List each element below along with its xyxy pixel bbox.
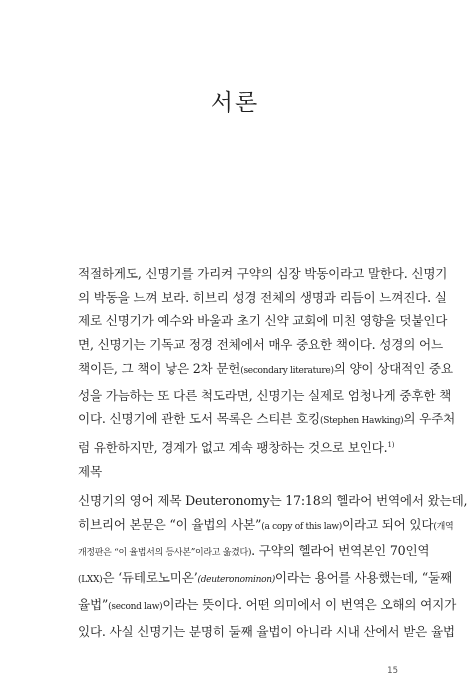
english-gloss: (deuteronominon) — [197, 575, 275, 586]
text-line: 적절하게도, 신명기를 가리켜 구약의 심장 박동이라고 말한다. 신명기 — [78, 266, 448, 281]
text-line: 의 박동을 느껴 보라. 히브리 성경 전체의 생명과 리듬이 느껴진다. 실 — [78, 289, 447, 305]
text-line: 있다. 사실 신명기는 분명히 둘째 율법이 아니라 시내 산에서 받은 율법 — [78, 623, 455, 639]
section-heading: 제목 — [78, 464, 103, 479]
text-line: 럼 유한하지만, 경계가 없고 계속 팽창하는 것으로 보인다.$^{1)}$ — [78, 439, 395, 455]
text-line: 신명기의 영어 제목 Deuteronomy는 17:18의 헬라어 번역에서 왔는데, — [78, 493, 468, 508]
parenthetical-note: 개정판은 “이 율법서의 등사본”이라고 옮겼다) — [78, 548, 252, 559]
text-line: 개정판은 “이 율법서의 등사본”이라고 옮겼다). 구약의 헬라어 번역본인 70인역 — [78, 543, 430, 559]
text-line: 이다. 신명기에 관한 도서 목록은 스티븐 호킹(Stephen Hawking)의 우주처 — [78, 411, 456, 427]
english-gloss: (LXX) — [78, 575, 103, 586]
text-line: 율법”(second law)이라는 뜻이다. 어떤 의미에서 이 번역은 오해의 여지가 — [78, 596, 457, 612]
page-number: 15 — [387, 666, 398, 676]
section-title-discussion — [78, 462, 468, 643]
text-line: 히브리어 본문은 “이 율법의 사본”(a copy of this law)이라고 되어 있다(개역 — [78, 516, 454, 532]
text-line: 면, 신명기는 기독교 정경 전체에서 매우 중요한 책이다. 성경의 어느 — [78, 337, 443, 353]
page-title: 서론 — [210, 90, 260, 116]
text-line: (LXX)은 ‘듀테로노미온’(deuteronominon)이라는 용어를 사용했는데, “둘째 — [78, 570, 452, 586]
english-gloss: (secondary literature) — [240, 365, 334, 376]
english-gloss: (second law) — [108, 601, 163, 612]
text-line: 성을 가늠하는 또 다른 척도라면, 신명기는 실제로 엄청나게 중후한 책 — [78, 387, 452, 403]
intro-paragraph — [78, 262, 456, 460]
text-line: 책이든, 그 책이 낳은 2차 문헌(secondary literature)의 양이 상대적인 중요 — [78, 360, 453, 376]
parenthetical-note: (개역 — [433, 521, 454, 532]
english-gloss: (Stephen Hawking) — [320, 416, 404, 427]
footnote-ref[interactable]: 1) — [387, 440, 395, 449]
english-gloss: (a copy of this law) — [261, 521, 342, 532]
text-line: 제로 신명기가 예수와 바울과 초기 신약 교회에 미친 영향을 덧붙인다 — [78, 313, 448, 329]
